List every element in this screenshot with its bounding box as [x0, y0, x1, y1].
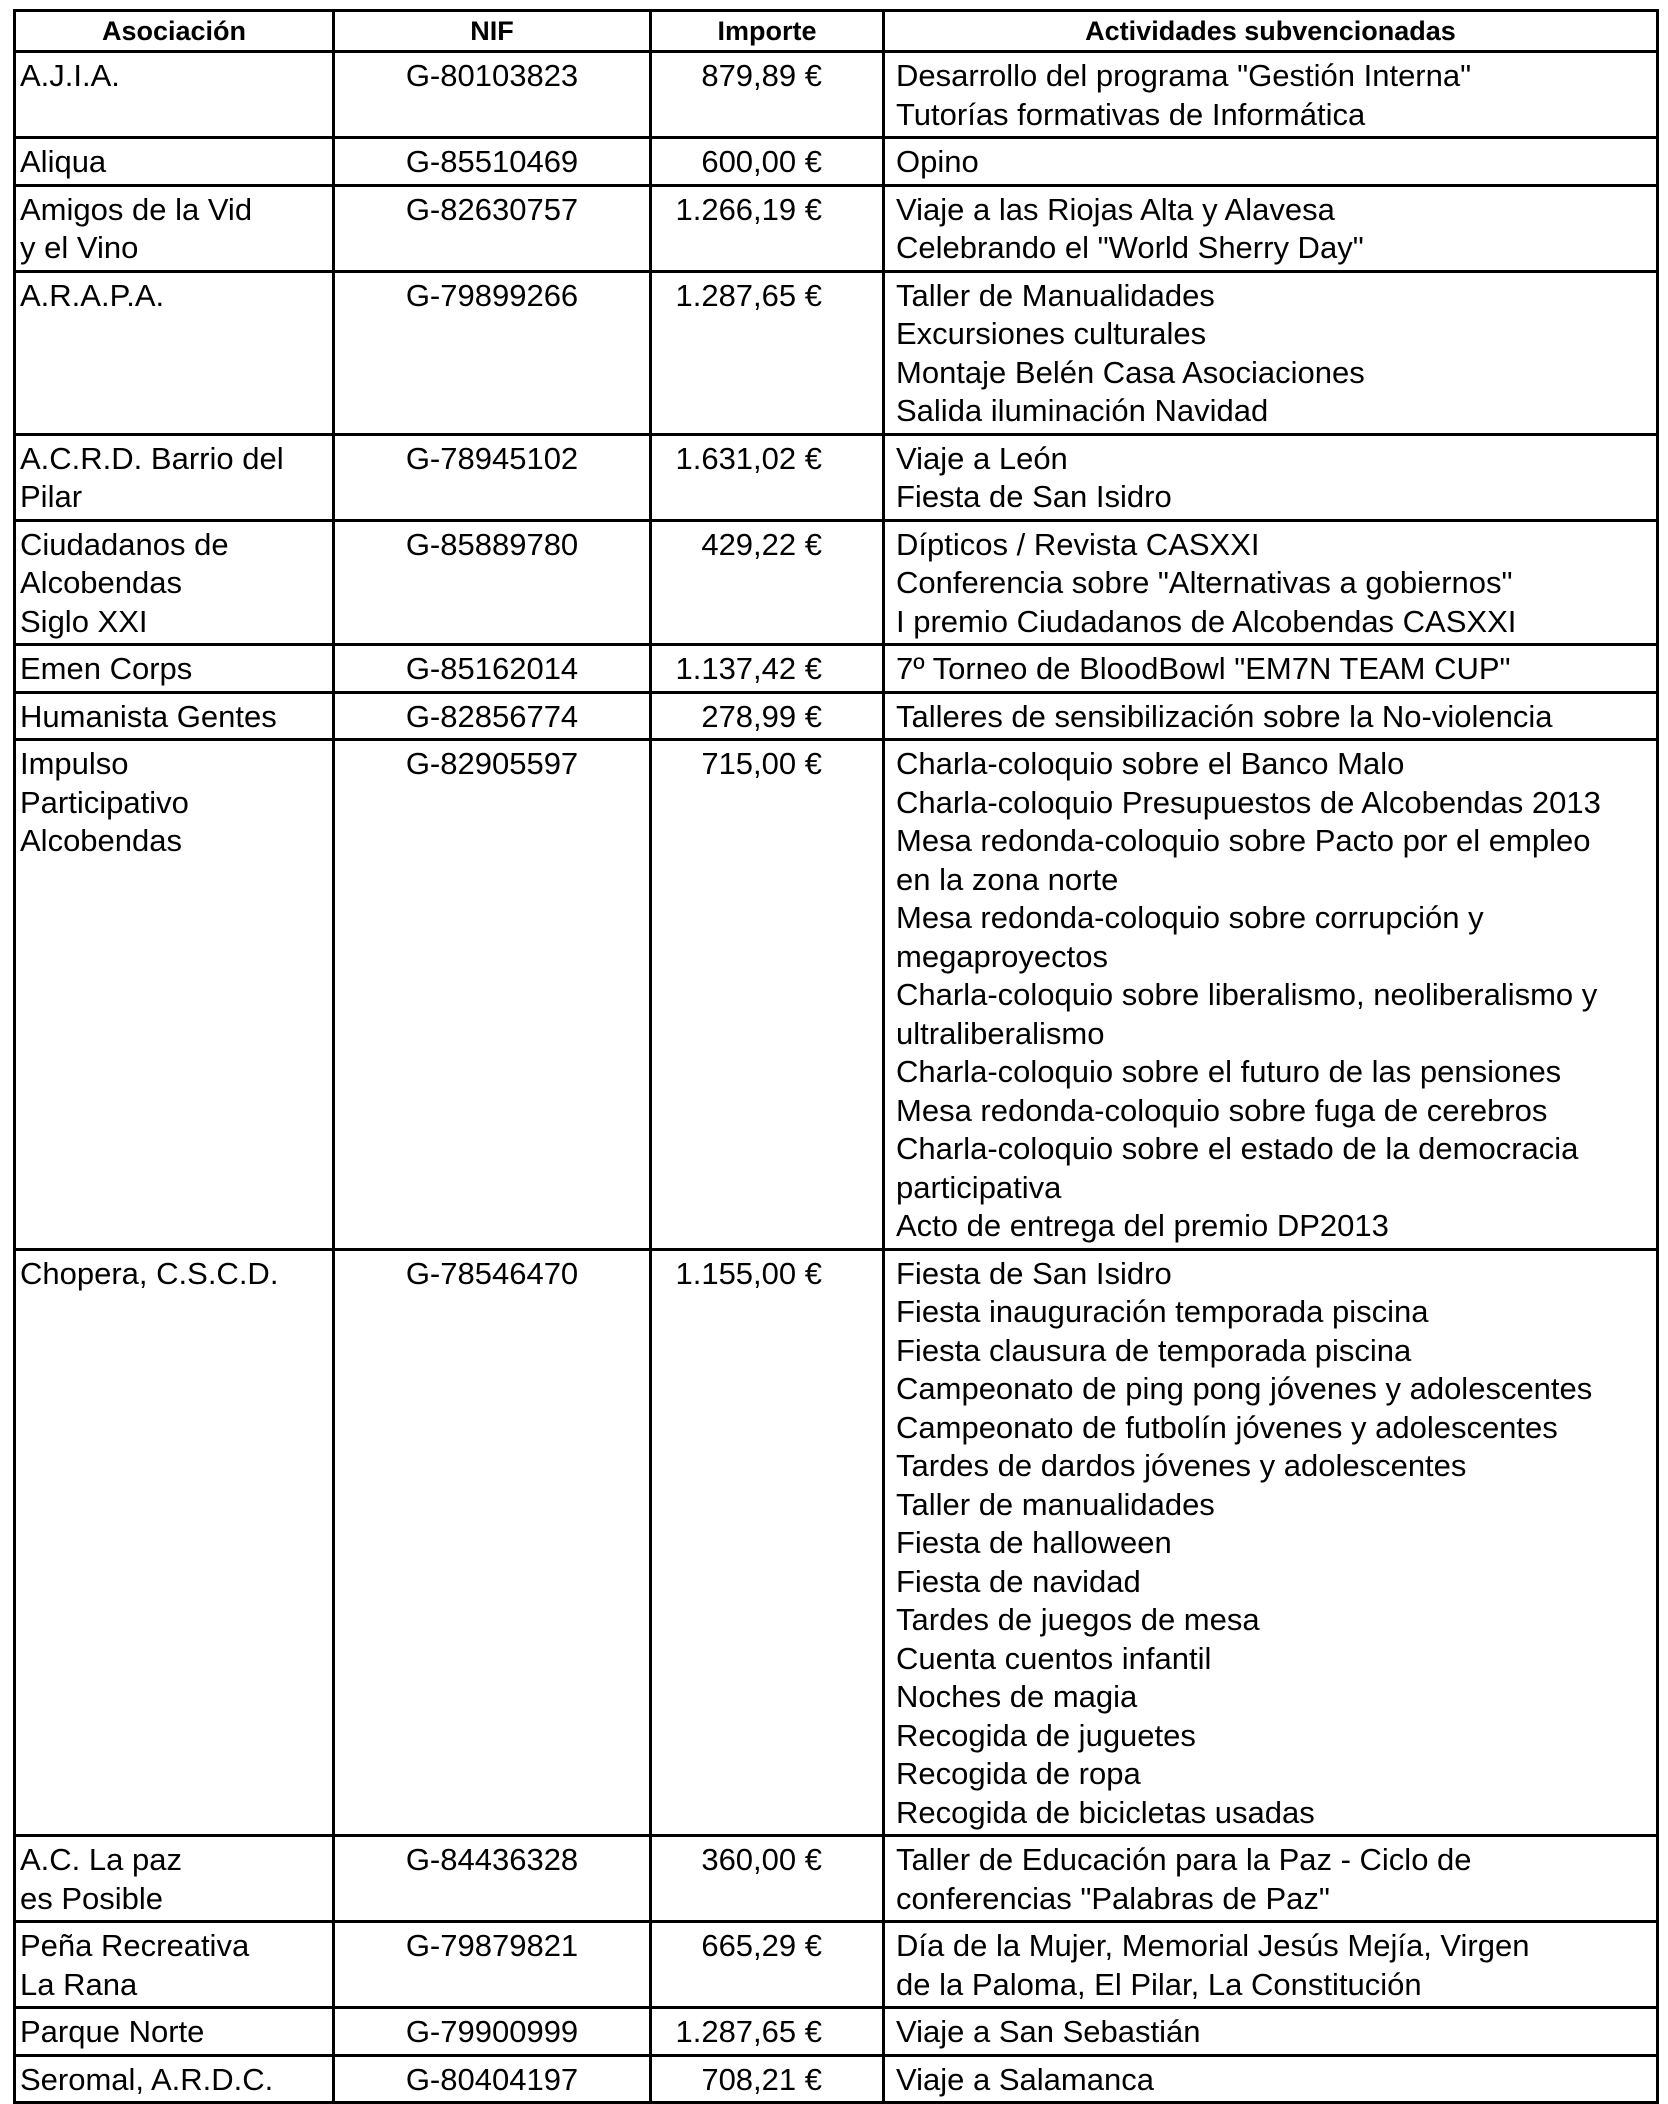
actividades-cell-line: participativa: [896, 1169, 1062, 1205]
nif-cell: G-85162014: [334, 645, 651, 693]
actividades-cell: [884, 434, 1658, 520]
actividades-cell: [884, 520, 1658, 645]
actividades-cell-line: Taller de Manualidades: [896, 277, 1215, 313]
actividades-cell-line: 7º Torneo de BloodBowl "EM7N TEAM CUP": [896, 651, 1511, 686]
importe-cell: 1.266,19 €: [651, 185, 884, 271]
actividades-cell: [884, 692, 1658, 740]
asociacion-cell-line: Siglo XXI: [20, 603, 148, 639]
table-row: [15, 1249, 1658, 1836]
actividades-cell-line: Viaje a León: [896, 440, 1068, 476]
table-row: [15, 271, 1658, 434]
asociacion-cell: [15, 271, 334, 434]
actividades-cell-line: I premio Ciudadanos de Alcobendas CASXXI: [896, 603, 1517, 639]
importe-cell: 715,00 €: [651, 740, 884, 1250]
nif-cell: G-78945102: [334, 434, 651, 520]
actividades-cell: [884, 645, 1658, 693]
nif-cell: G-85889780: [334, 520, 651, 645]
actividades-cell-line: Opino: [896, 144, 979, 179]
actividades-cell-line: Mesa redonda-coloquio sobre Pacto por el empleo: [896, 823, 1591, 858]
actividades-cell-line: Recogida de juguetes: [896, 1717, 1196, 1753]
table-row: [15, 1922, 1658, 2008]
table-body: [15, 52, 1658, 2103]
actividades-cell-line: Tardes de juegos de mesa: [896, 1602, 1260, 1637]
actividades-cell-line: Campeonato de ping pong jóvenes y adolescentes: [896, 1371, 1593, 1406]
actividades-cell-line: Recogida de bicicletas usadas: [896, 1794, 1315, 1830]
actividades-cell-line: Salida iluminación Navidad: [896, 393, 1269, 428]
asociacion-cell-line: Seromal, A.R.D.C.: [20, 2061, 274, 2097]
table-row: [15, 434, 1658, 520]
asociacion-cell-line: es Posible: [20, 1880, 164, 1916]
actividades-cell: [884, 185, 1658, 271]
actividades-cell-line: en la zona norte: [896, 861, 1119, 897]
actividades-cell-line: Celebrando el "World Sherry Day": [896, 230, 1364, 265]
nif-cell: G-80404197: [334, 2055, 651, 2103]
asociacion-cell: [15, 138, 334, 186]
actividades-cell: [884, 52, 1658, 138]
importe-cell: 665,29 €: [651, 1922, 884, 2008]
actividades-cell-line: Charla-coloquio sobre el Banco Malo: [896, 746, 1405, 781]
table-row: [15, 520, 1658, 645]
actividades-cell-line: Excursiones culturales: [896, 316, 1207, 351]
asociacion-cell: [15, 434, 334, 520]
table-row: [15, 2055, 1658, 2103]
actividades-cell-line: Mesa redonda-coloquio sobre fuga de cerebros: [896, 1092, 1548, 1128]
actividades-cell-line: Viaje a Salamanca: [896, 2061, 1154, 2097]
actividades-cell: [884, 2055, 1658, 2103]
actividades-cell: [884, 740, 1658, 1250]
asociacion-cell-line: Parque Norte: [20, 2014, 205, 2049]
nif-cell: G-79879821: [334, 1922, 651, 2008]
nif-cell: G-85510469: [334, 138, 651, 186]
actividades-cell: [884, 2008, 1658, 2056]
actividades-cell-line: Charla-coloquio sobre liberalismo, neoliberalismo y: [896, 977, 1598, 1012]
actividades-cell-line: Charla-coloquio sobre el futuro de las pensiones: [896, 1054, 1562, 1089]
table-row: [15, 138, 1658, 186]
asociacion-cell: [15, 1249, 334, 1836]
actividades-cell: [884, 271, 1658, 434]
asociacion-cell: [15, 520, 334, 645]
actividades-cell-line: Talleres de sensibilización sobre la No-violencia: [896, 698, 1553, 734]
asociacion-cell-line: A.J.I.A.: [20, 58, 120, 93]
asociacion-cell-line: Ciudadanos de: [20, 526, 229, 562]
importe-cell: 879,89 €: [651, 52, 884, 138]
actividades-cell: [884, 1836, 1658, 1922]
actividades-cell-line: Fiesta de San Isidro: [896, 479, 1172, 514]
table-row: [15, 692, 1658, 740]
actividades-cell-line: Cuenta cuentos infantil: [896, 1640, 1212, 1676]
nif-cell: G-82630757: [334, 185, 651, 271]
actividades-cell: [884, 138, 1658, 186]
importe-cell: 278,99 €: [651, 692, 884, 740]
asociacion-cell-line: Participativo: [20, 784, 189, 820]
asociacion-cell-line: Humanista Gentes: [20, 698, 277, 734]
header-row: [15, 11, 1658, 52]
actividades-cell-line: Fiesta de San Isidro: [896, 1255, 1172, 1291]
table-row: [15, 52, 1658, 138]
header-importe: Importe: [651, 11, 884, 52]
actividades-cell-line: Dípticos / Revista CASXXI: [896, 526, 1260, 562]
asociacion-cell: [15, 52, 334, 138]
importe-cell: 1.137,42 €: [651, 645, 884, 693]
importe-cell: 600,00 €: [651, 138, 884, 186]
asociacion-cell: [15, 1922, 334, 2008]
nif-cell: G-80103823: [334, 52, 651, 138]
actividades-cell-line: Viaje a San Sebastián: [896, 2014, 1201, 2049]
actividades-cell-line: Fiesta de halloween: [896, 1525, 1172, 1560]
asociacion-cell-line: A.C.R.D. Barrio del: [20, 440, 284, 476]
asociacion-cell-line: Impulso: [20, 746, 129, 781]
asociacion-cell-line: Pilar: [20, 479, 83, 514]
importe-cell: 1.155,00 €: [651, 1249, 884, 1836]
asociacion-cell: [15, 2008, 334, 2056]
actividades-cell-line: Montaje Belén Casa Asociaciones: [896, 354, 1365, 390]
asociacion-cell: [15, 740, 334, 1250]
table-row: [15, 740, 1658, 1250]
table-row: [15, 185, 1658, 271]
asociacion-cell-line: Chopera, C.S.C.D.: [20, 1255, 279, 1291]
nif-cell: G-78546470: [334, 1249, 651, 1836]
header-nif: NIF: [334, 11, 651, 52]
table-row: [15, 645, 1658, 693]
asociacion-cell: [15, 2055, 334, 2103]
actividades-cell-line: Noches de magia: [896, 1679, 1138, 1714]
actividades-cell-line: Recogida de ropa: [896, 1756, 1141, 1791]
actividades-cell-line: Acto de entrega del premio DP2013: [896, 1208, 1389, 1243]
actividades-cell-line: Taller de Educación para la Paz - Ciclo de: [896, 1842, 1472, 1877]
actividades-cell: [884, 1922, 1658, 2008]
actividades-cell: [884, 1249, 1658, 1836]
actividades-cell-line: Tutorías formativas de Informática: [896, 96, 1366, 132]
actividades-cell-line: Conferencia sobre "Alternativas a gobiernos": [896, 565, 1513, 600]
subsidies-table: [13, 9, 1659, 2104]
asociacion-cell-line: Alcobendas: [20, 823, 183, 858]
actividades-cell-line: Fiesta de navidad: [896, 1563, 1141, 1599]
asociacion-cell: [15, 645, 334, 693]
header-actividades: Actividades subvencionadas: [884, 11, 1658, 52]
asociacion-cell-line: Emen Corps: [20, 651, 193, 686]
table-row: [15, 2008, 1658, 2056]
actividades-cell-line: Fiesta clausura de temporada piscina: [896, 1332, 1412, 1368]
header-asociacion: Asociación: [15, 11, 334, 52]
actividades-cell-line: Viaje a las Riojas Alta y Alavesa: [896, 191, 1335, 227]
actividades-cell-line: Taller de manualidades: [896, 1486, 1215, 1522]
nif-cell: G-82856774: [334, 692, 651, 740]
asociacion-cell-line: Peña Recreativa: [20, 1928, 250, 1963]
importe-cell: 360,00 €: [651, 1836, 884, 1922]
actividades-cell-line: de la Paloma, El Pilar, La Constitución: [896, 1966, 1422, 2002]
actividades-cell-line: Tardes de dardos jóvenes y adolescentes: [896, 1448, 1467, 1483]
importe-cell: 429,22 €: [651, 520, 884, 645]
nif-cell: G-79900999: [334, 2008, 651, 2056]
asociacion-cell: [15, 185, 334, 271]
asociacion-cell-line: A.C. La paz: [20, 1842, 182, 1877]
asociacion-cell-line: Alcobendas: [20, 565, 183, 600]
asociacion-cell: [15, 1836, 334, 1922]
nif-cell: G-79899266: [334, 271, 651, 434]
asociacion-cell: [15, 692, 334, 740]
actividades-cell-line: Charla-coloquio Presupuestos de Alcobendas 2013: [896, 784, 1601, 820]
actividades-cell-line: Mesa redonda-coloquio sobre corrupción y: [896, 900, 1484, 935]
table-row: [15, 1836, 1658, 1922]
importe-cell: 1.287,65 €: [651, 271, 884, 434]
nif-cell: G-84436328: [334, 1836, 651, 1922]
asociacion-cell-line: A.R.A.P.A.: [20, 277, 165, 313]
actividades-cell-line: Campeonato de futbolín jóvenes y adolescentes: [896, 1409, 1558, 1445]
asociacion-cell-line: Aliqua: [20, 144, 107, 179]
actividades-cell-line: Desarrollo del programa "Gestión Interna": [896, 58, 1472, 93]
actividades-cell-line: megaproyectos: [896, 938, 1108, 974]
actividades-cell-line: Fiesta inauguración temporada piscina: [896, 1294, 1429, 1329]
actividades-cell-line: conferencias "Palabras de Paz": [896, 1880, 1330, 1916]
actividades-cell-line: Día de la Mujer, Memorial Jesús Mejía, Virgen: [896, 1928, 1530, 1963]
importe-cell: 708,21 €: [651, 2055, 884, 2103]
asociacion-cell-line: Amigos de la Vid: [20, 191, 253, 227]
actividades-cell-line: Charla-coloquio sobre el estado de la democracia: [896, 1131, 1579, 1166]
importe-cell: 1.287,65 €: [651, 2008, 884, 2056]
actividades-cell-line: ultraliberalismo: [896, 1015, 1105, 1051]
nif-cell: G-82905597: [334, 740, 651, 1250]
importe-cell: 1.631,02 €: [651, 434, 884, 520]
asociacion-cell-line: y el Vino: [20, 230, 139, 265]
asociacion-cell-line: La Rana: [20, 1966, 138, 2002]
